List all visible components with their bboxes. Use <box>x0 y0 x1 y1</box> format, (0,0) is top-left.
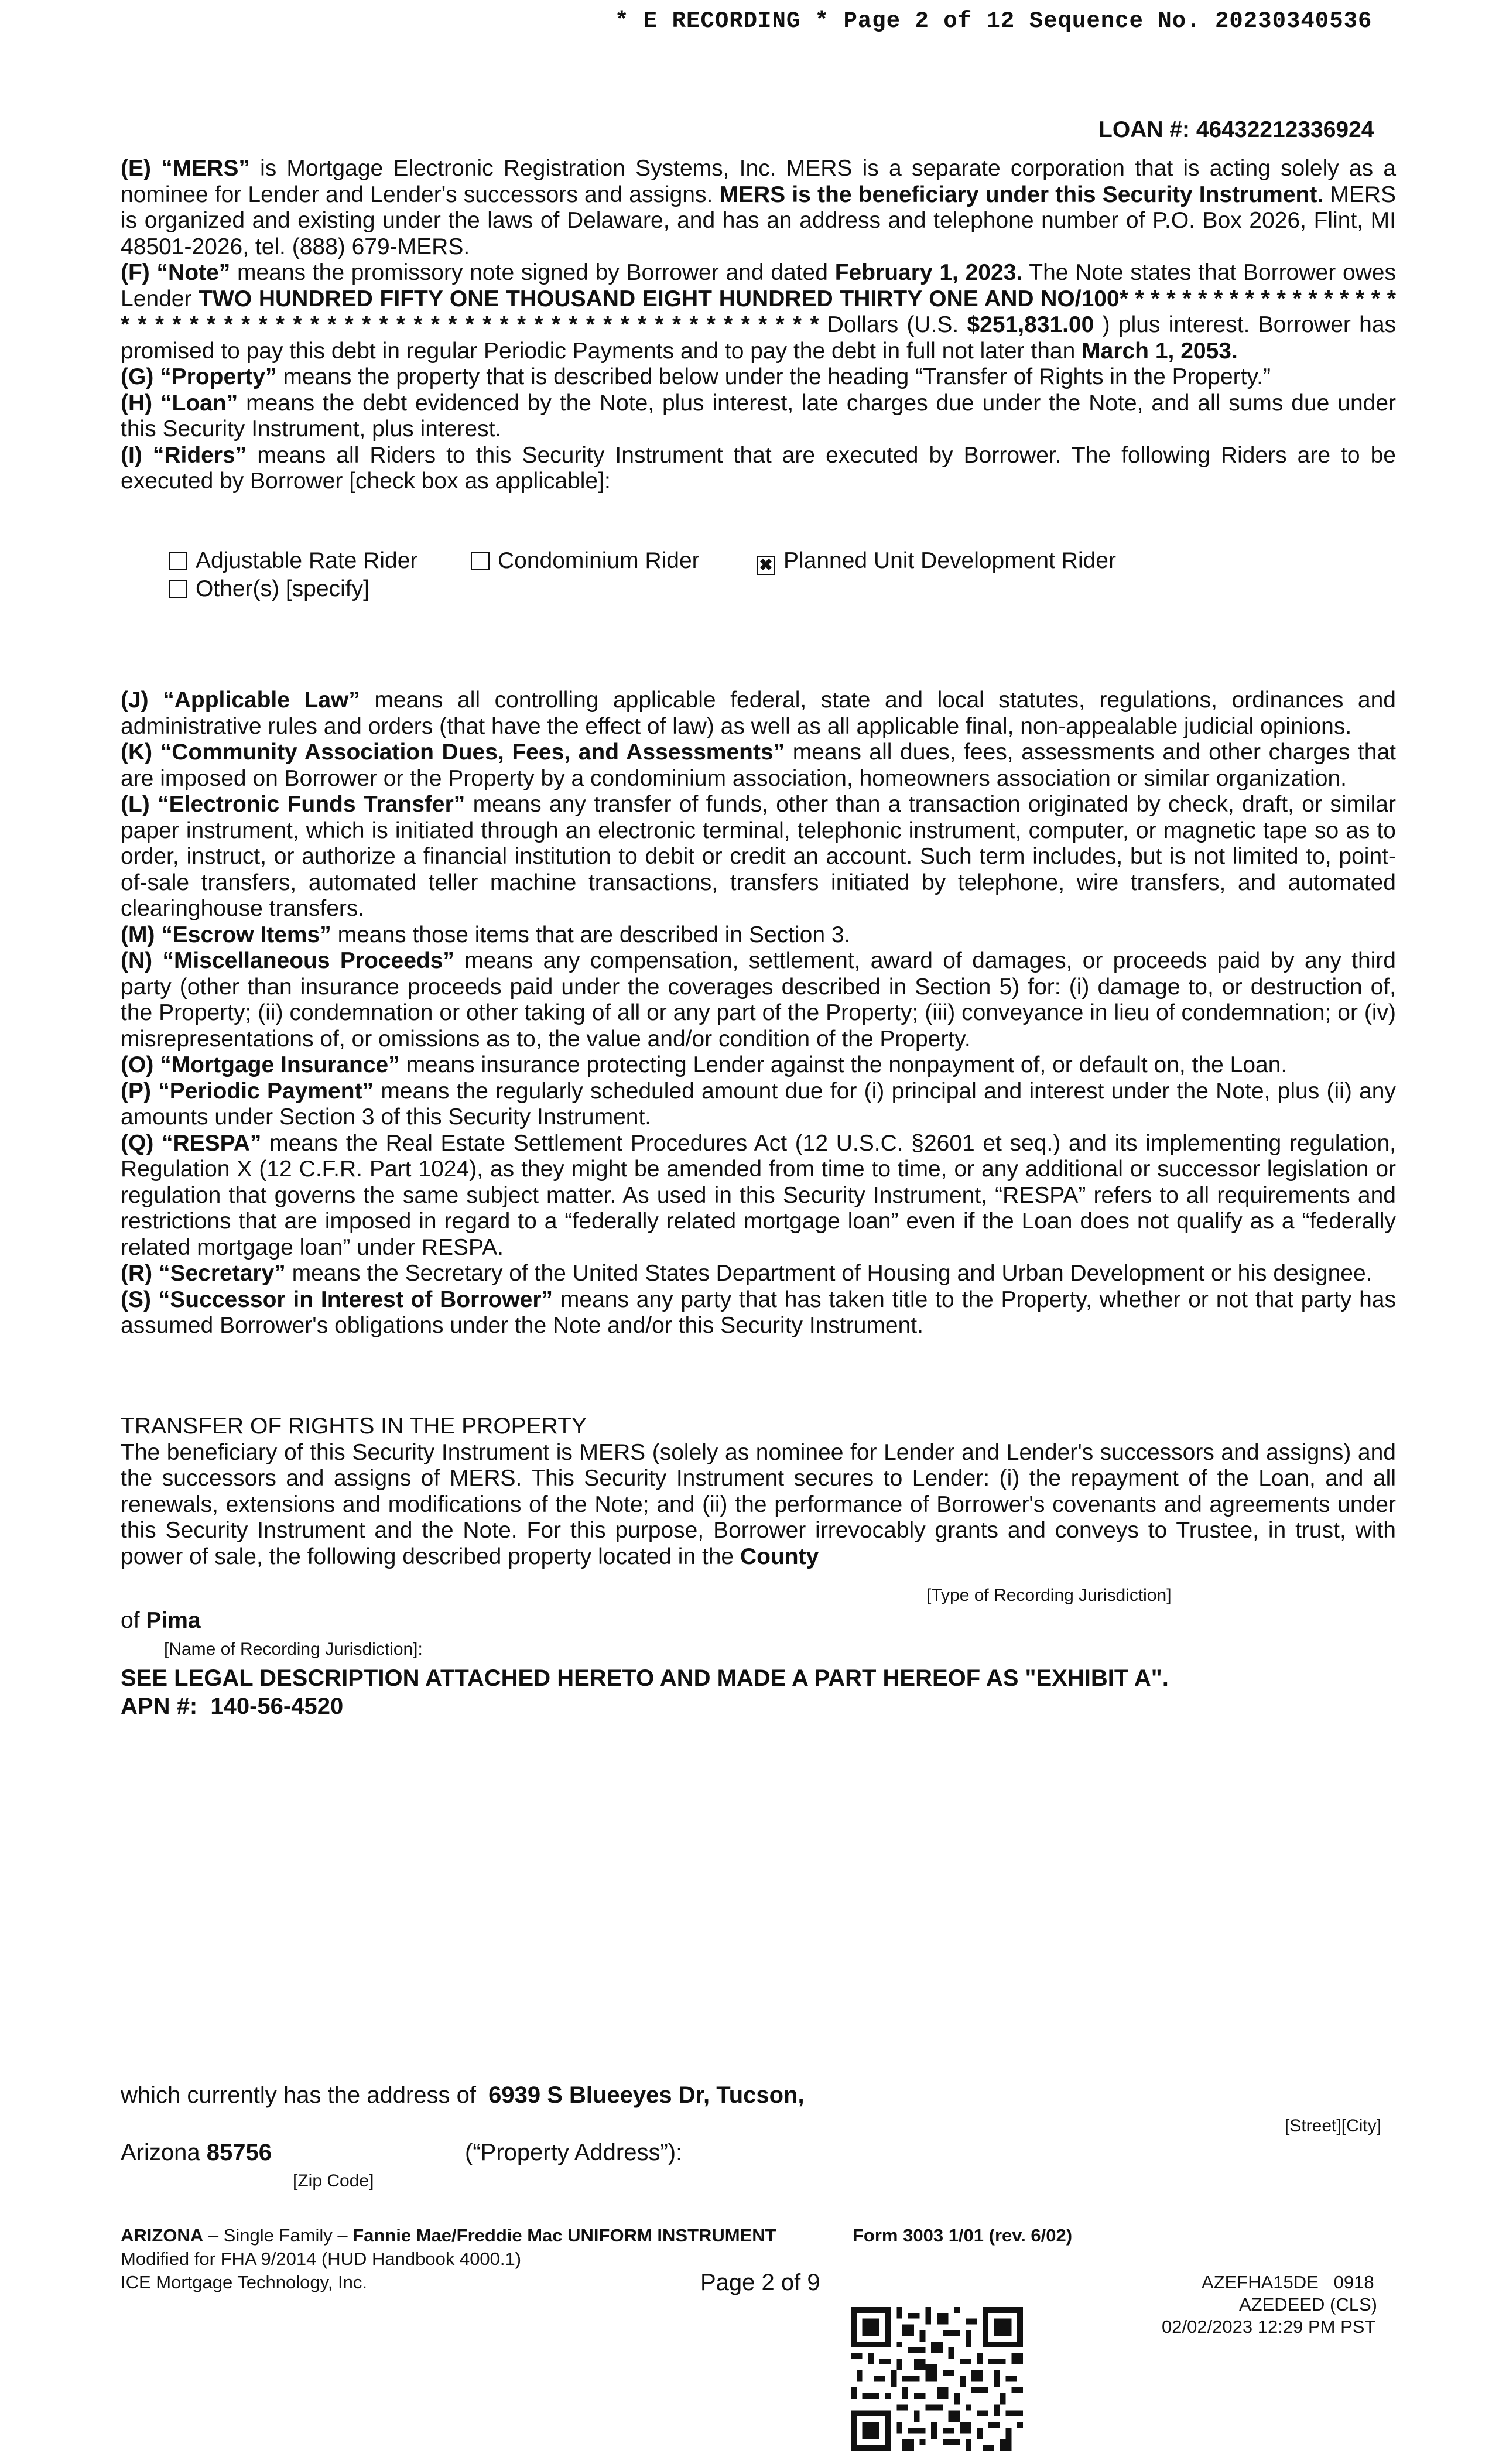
note-amount: $251,831.00 <box>967 312 1094 337</box>
loan-number: LOAN #: 46432212336924 <box>1098 117 1374 142</box>
rider-pud: ✖ Planned Unit Development Rider <box>757 548 1116 575</box>
pud-checkbox-checked[interactable]: ✖ <box>757 556 775 575</box>
definition-m: (M) “Escrow Items” means those items that are described in Section 3. <box>121 922 851 947</box>
transfer-section <box>121 1414 1396 1570</box>
definition-f: (F) “Note” means the promissory note signed by Borrower and dated February 1, 2023. The Note states that Borrower owes Lender TWO HUNDRED FIFTY ONE THOUSAND EIGHT HUNDRED THIRTY ONE AND NO/100* * * * * * * * * * * * * * * * * * * * * * * * * * * * * * * * * * * * * * * * * * * * * * * * * * * * * * * * * * * Dollars (U.S. $251,831.00 ) plus interest. Borrower has promised to pay this debt in regular Periodic Payments and to pay the debt in full not later than March 1, 2053. <box>121 260 1397 364</box>
jurisdiction-name: Pima <box>146 1608 201 1633</box>
zip-code: 85756 <box>206 2140 272 2165</box>
form-line: ARIZONA – Single Family – Fannie Mae/Freddie Mac UNIFORM INSTRUMENT <box>121 2225 776 2246</box>
definition-p: (P) “Periodic Payment” means the regularly scheduled amount due for (i) principal and interest under the Note, plus (ii) any amounts under Section 3 of this Security Instrument. <box>121 1078 1396 1130</box>
definition-g: (G) “Property” means the property that is described below under the heading “Transfer of Rights in the Property.” <box>121 364 1271 389</box>
definitions-j-s <box>121 687 1396 1339</box>
apn-number: APN #: 140-56-4520 <box>121 1693 344 1719</box>
note-amount-words: TWO HUNDRED FIFTY ONE THOUSAND EIGHT HUNDRED THIRTY ONE AND NO/100* * * * * * * * * * * * * * * * * * * * * * * * * * * * * * * * * * * * * * * * * * * * * * * * * * * * * * * * * * * <box>121 286 1396 337</box>
definition-n: (N) “Miscellaneous Proceeds” means any compensation, settlement, award of damages, or proceeds paid by any third party (other than insurance proceeds paid under the coverages described in Section 5) for: (i) damage to, or destruction of, the Property; (ii) condemnation or other taking of all or any part of the Property; (iii) conveyance in lieu of condemnation; or (iv) misrepresentations of, or omissions as to, the value and/or condition of the Property. <box>121 948 1396 1052</box>
definition-i: (I) “Riders” means all Riders to this Security Instrument that are executed by Borrower. The following Riders are to be executed by Borrower [check box as applicable]: <box>121 442 1396 494</box>
form-number: Form 3003 1/01 (rev. 6/02) <box>853 2225 1073 2246</box>
modified-note: Modified for FHA 9/2014 (HUD Handbook 4000.1) <box>121 2249 522 2269</box>
document-code: AZEDEED (CLS) <box>1239 2294 1377 2315</box>
rider-adjustable: Adjustable Rate Rider <box>169 548 417 574</box>
definition-j: (J) “Applicable Law” means all controlling applicable federal, state and local statutes, regulations, ordinances and administrative rules and orders (that have the effect of law) as well as all applicable final, non-appealable judicial opinions. <box>121 687 1396 739</box>
adjustable-rate-checkbox[interactable] <box>169 552 187 570</box>
definition-h: (H) “Loan” means the debt evidenced by the Note, plus interest, late charges due under the Note, and all sums due under this Security Instrument, plus interest. <box>121 390 1396 442</box>
other-rider-checkbox[interactable] <box>169 580 187 598</box>
property-address-label: (“Property Address”): <box>465 2140 683 2165</box>
street-city-caption: [Street][City] <box>1285 2116 1382 2136</box>
street-city: 6939 S Blueeyes Dr, Tucson, <box>488 2082 805 2108</box>
vendor-name: ICE Mortgage Technology, Inc. <box>121 2272 368 2292</box>
definitions-e-i <box>121 156 1396 495</box>
definition-o: (O) “Mortgage Insurance” means insurance protecting Lender against the nonpayment of, or default on, the Loan. <box>121 1052 1288 1077</box>
definition-l: (L) “Electronic Funds Transfer” means any transfer of funds, other than a transaction originated by check, draft, or similar paper instrument, which is initiated through an electronic terminal, telephonic instrument, computer, or magnetic tape so as to order, instruct, or authorize a financial institution to debit or credit an account. Such term includes, but is not limited to, point-of-sale transfers, automated teller machine transactions, transfers initiated by telephone, wire transfers, and automated clearinghouse transfers. <box>121 792 1396 921</box>
rider-other: Other(s) [specify] <box>169 576 369 602</box>
state-zip-line: Arizona 85756 <box>121 2140 272 2165</box>
definition-q: (Q) “RESPA” means the Real Estate Settlement Procedures Act (12 U.S.C. §2601 et seq.) and its implementing regulation, Regulation X (12 C.F.R. Part 1024), as they might be amended from time to time, or any additional or successor legislation or regulation that governs the same subject matter. As used in this Security Instrument, “RESPA” refers to all requirements and restrictions that are imposed in regard to a “federally related mortgage loan” even if the Loan does not qualify as a “federally related mortgage loan” under RESPA. <box>121 1130 1396 1260</box>
definition-e: (E) “MERS” is Mortgage Electronic Registration Systems, Inc. MERS is a separate corporation that is acting solely as a nominee for Lender and Lender's successors and assigns. MERS is the beneficiary under this Security Instrument. MERS is organized and existing under the laws of Delaware, and has an address and telephone number of P.O. Box 2026, Flint, MI 48501-2026, tel. (888) 679-MERS. <box>121 156 1397 259</box>
definition-s: (S) “Successor in Interest of Borrower” means any party that has taken title to the Property, whether or not that party has assumed Borrower's obligations under the Note and/or this Security Instrument. <box>121 1286 1396 1338</box>
form-code: AZEFHA15DE 0918 <box>1202 2272 1374 2292</box>
legal-description: SEE LEGAL DESCRIPTION ATTACHED HERETO AND MADE A PART HEREOF AS "EXHIBIT A". <box>121 1665 1169 1691</box>
definition-k: (K) “Community Association Dues, Fees, and Assessments” means all dues, fees, assessments and other charges that are imposed on Borrower or the Property by a condominium association, homeowners association or similar organization. <box>121 740 1396 791</box>
jurisdiction-name-caption: [Name of Recording Jurisdiction]: <box>164 1640 423 1659</box>
jurisdiction-line: of Pima <box>121 1608 201 1633</box>
page-number: Page 2 of 9 <box>700 2270 820 2295</box>
zip-caption: [Zip Code] <box>293 2171 374 2191</box>
qr-code-icon <box>849 2307 1025 2451</box>
rider-condominium: Condominium Rider <box>471 548 700 574</box>
transfer-heading: TRANSFER OF RIGHTS IN THE PROPERTY <box>121 1414 587 1439</box>
address-line: which currently has the address of 6939 S Blueeyes Dr, Tucson, <box>121 2082 805 2108</box>
jurisdiction-type-caption: [Type of Recording Jurisdiction] <box>926 1586 1172 1605</box>
recording-header: * E RECORDING * Page 2 of 12 Sequence No. 20230340536 <box>615 8 1373 34</box>
transfer-text: The beneficiary of this Security Instrument is MERS (solely as nominee for Lender and Lender's successors and assigns) and the successors and assigns of MERS. This Security Instrument secures to Lender: (i) the repayment of the Loan, and all renewals, extensions and modifications of the Note; and (ii) the performance of Borrower's covenants and agreements under this Security Instrument and the Note. For this purpose, Borrower irrevocably grants and conveys to Trustee, in trust, with power of sale, the following described property located in the County <box>121 1439 1396 1569</box>
maturity-date: March 1, 2053. <box>1082 338 1238 364</box>
jurisdiction-type: County <box>740 1544 819 1569</box>
timestamp: 02/02/2023 12:29 PM PST <box>1162 2316 1376 2337</box>
condominium-checkbox[interactable] <box>471 552 490 570</box>
definition-r: (R) “Secretary” means the Secretary of the United States Department of Housing and Urban Development or his designee. <box>121 1261 1373 1286</box>
